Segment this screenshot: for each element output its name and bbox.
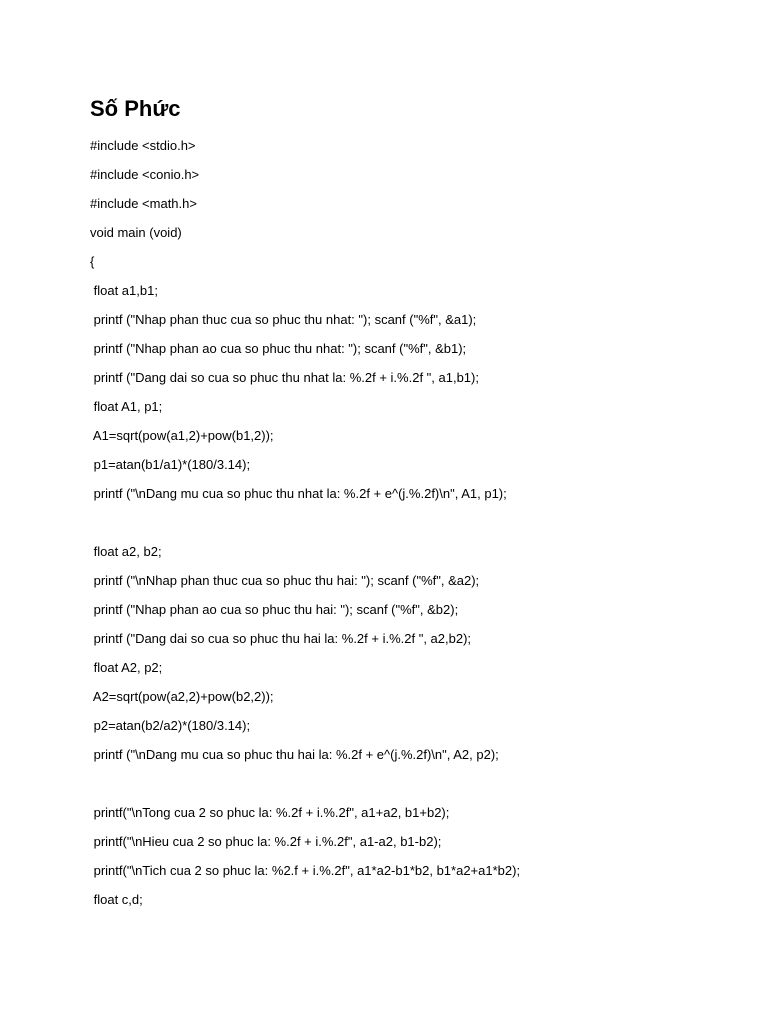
code-line: printf("\nTich cua 2 so phuc la: %2.f + i.%.2f", a1*a2-b1*b2, b1*a2+a1*b2);	[90, 863, 521, 878]
document-title: Số Phức	[90, 96, 181, 121]
code-line: {	[90, 254, 95, 269]
code-line: A1=sqrt(pow(a1,2)+pow(b1,2));	[90, 428, 274, 443]
code-line: float A1, p1;	[90, 399, 163, 414]
blank-line	[90, 513, 730, 542]
code-line: printf ("\nNhap phan thuc cua so phuc thu hai: "); scanf ("%f", &a2);	[90, 573, 480, 588]
code-line: float a2, b2;	[90, 544, 162, 559]
code-line: void main (void)	[90, 225, 182, 240]
code-line: printf("\nTong cua 2 so phuc la: %.2f + i.%.2f", a1+a2, b1+b2);	[90, 805, 450, 820]
code-line: p1=atan(b1/a1)*(180/3.14);	[90, 457, 251, 472]
code-line: A2=sqrt(pow(a2,2)+pow(b2,2));	[90, 689, 274, 704]
code-line: printf ("Nhap phan ao cua so phuc thu hai: "); scanf ("%f", &b2);	[90, 602, 459, 617]
blank-line	[90, 774, 730, 803]
code-line: float A2, p2;	[90, 660, 163, 675]
code-line: p2=atan(b2/a2)*(180/3.14);	[90, 718, 251, 733]
code-line: printf ("Dang dai so cua so phuc thu nhat la: %.2f + i.%.2f ", a1,b1);	[90, 370, 479, 385]
code-line: printf ("\nDang mu cua so phuc thu nhat la: %.2f + e^(j.%.2f)\n", A1, p1);	[90, 486, 507, 501]
code-line: float c,d;	[90, 892, 143, 907]
code-block	[90, 136, 730, 919]
code-line: printf ("Nhap phan ao cua so phuc thu nhat: "); scanf ("%f", &b1);	[90, 341, 467, 356]
code-line: printf("\nHieu cua 2 so phuc la: %.2f + i.%.2f", a1-a2, b1-b2);	[90, 834, 442, 849]
code-line: printf ("\nDang mu cua so phuc thu hai la: %.2f + e^(j.%.2f)\n", A2, p2);	[90, 747, 499, 762]
code-line: #include <math.h>	[90, 196, 197, 211]
code-line: #include <conio.h>	[90, 167, 200, 182]
code-line: printf ("Nhap phan thuc cua so phuc thu nhat: "); scanf ("%f", &a1);	[90, 312, 477, 327]
code-line: #include <stdio.h>	[90, 138, 196, 153]
code-line: printf ("Dang dai so cua so phuc thu hai la: %.2f + i.%.2f ", a2,b2);	[90, 631, 472, 646]
code-line: float a1,b1;	[90, 283, 158, 298]
